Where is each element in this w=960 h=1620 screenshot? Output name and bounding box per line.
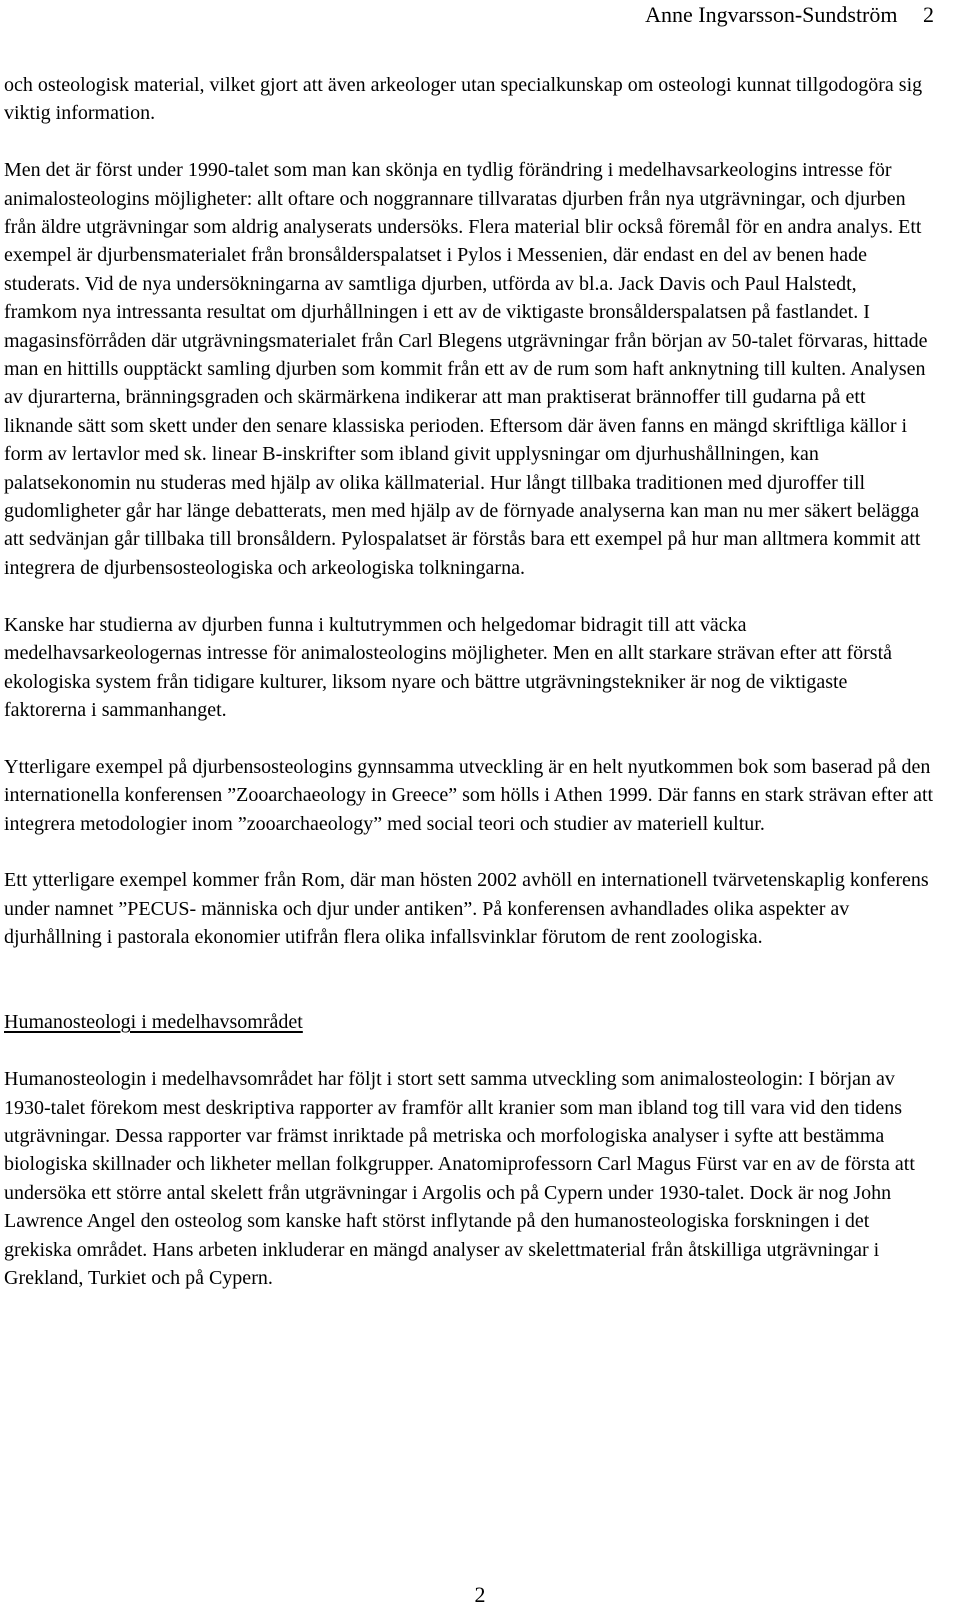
paragraph-humanosteology: Humanosteologin i medelhavsområdet har följt i stort sett samma utveckling som animalosteologin: I början av 1930-talet förekom mest deskriptiva rapporter av framför allt kranier som man ibland tog till vara vid den tidens utgrävningar. Dessa rapporter var främst inriktade på metriska och morfologiska analyser i syfte att bestämma biologiska skillnader och likheter mellan folkgrupper. Anatomiprofessorn Carl Magus Fürst var en av de första att undersöka ett större antal skelett från utgrävningar i Argolis och på Cypern under 1930-talet. Dock är nog John Lawrence Angel den osteolog som kanske haft störst inflytande på den humanosteologiska forskningen i det grekiska området. Hans arbeten inkluderar en mängd analyser av skelettmaterial från åtskilliga utgrävningar i Grekland, Turkiet och på Cypern.: [4, 1068, 915, 1289]
paragraph-intro-continuation: och osteologisk material, vilket gjort att även arkeologer utan specialkunskap om osteologi kunnat tillgodogöra sig viktig information.: [4, 74, 923, 125]
paragraph-zooarchaeology-greece: Ytterligare exempel på djurbensosteologins gynnsamma utveckling är en helt nyutkommen bok som baserad på den internationella konferensen ”Zooarchaeology in Greece” som hölls i Athen 1999. Där fanns en stark strävan efter att integrera metodologier inom ”zooarchaeology” med social teori och studier av materiell kultur.: [4, 755, 934, 835]
paragraph-pecus-rome: Ett ytterligare exempel kommer från Rom, där man hösten 2002 avhöll en internationell tvärvetenskaplig konferens under namnet ”PECUS- människa och djur under antiken”. På konferensen avhandlades olika aspekter av djurhållning i pastorala ekonomier utifrån flera olika infallsvinklar förutom de rent zoologiska.: [4, 869, 929, 949]
running-header: [645, 2, 934, 28]
header-page-number: 2: [923, 2, 934, 27]
header-author: Anne Ingvarsson-Sundström: [645, 2, 898, 27]
section-spacer: [4, 980, 934, 1008]
section-spacer: [4, 952, 934, 980]
section-heading: Humanosteologi i medelhavsområdet: [4, 1011, 303, 1034]
paragraph-1990s-change: Men det är först under 1990-talet som man kan skönja en tydlig förändring i medelhavsarkeologins intresse för animalosteologins möjligheter: allt oftare och noggrannare tillvaratas djurben från nya utgrävningar, och djurben från äldre utgrävningar som aldrig analyserats undersöks. Flera material blir också föremål för en andra analys. Ett exempel är djurbensmaterialet från bronsålderspalatset i Pylos i Messenien, där endast en del av benen hade studerats. Vid de nya undersökningarna av samtliga djurben, utförda av bl.a. Jack Davis och Paul Halstedt, framkom nya intressanta resultat om djurhållningen i ett av de viktigaste bronsålderspalatsen på fastlandet. I magasinsförråden där utgrävningsmaterialet från Carl Blegens utgrävningar från början av 50-talet förvaras, hittade man en hittills oupptäckt samling djurben som kommit från ett av de rum som haft anknytning till kulten. Analysen av djurarterna, bränningsgraden och skärmärkena indikerar att man praktiserat brännoffer till gudarna på ett liknande sätt som skett under den senare klassiska perioden. Eftersom där även fanns en mängd skriftliga källor i form av lertavlor med sk. linear B-inskrifter som ibland givit upplysningar om djurhushållningen, kan palatsekonomin nu studeras med hjälp av olika källmaterial. Hur långt tillbaka traditionen med djuroffer till gudomligheter går har länge debatterats, men med hjälp av de förnyade analyserna kan man nu mer säkert belägga att sedvänjan går tillbaka till bronsåldern. Pylospalatset är förstås bara ett exempel på hur man alltmera kommit att integrera de djurbensosteologiska och arkeologiska tolkningarna.: [4, 159, 928, 579]
footer-page-number: 2: [474, 1582, 486, 1607]
paragraph-cult-studies: Kanske har studierna av djurben funna i kultutrymmen och helgedomar bidragit till att väcka medelhavsarkeologernas intresse för animalosteologins möjligheter. Men en allt starkare strävan efter att förstå ekologiska system från tidigare kulturer, liksom nyare och bättre utgrävningstekniker är nog de viktigaste faktorerna i sammanhanget.: [4, 613, 893, 721]
document-body: [4, 71, 934, 1321]
